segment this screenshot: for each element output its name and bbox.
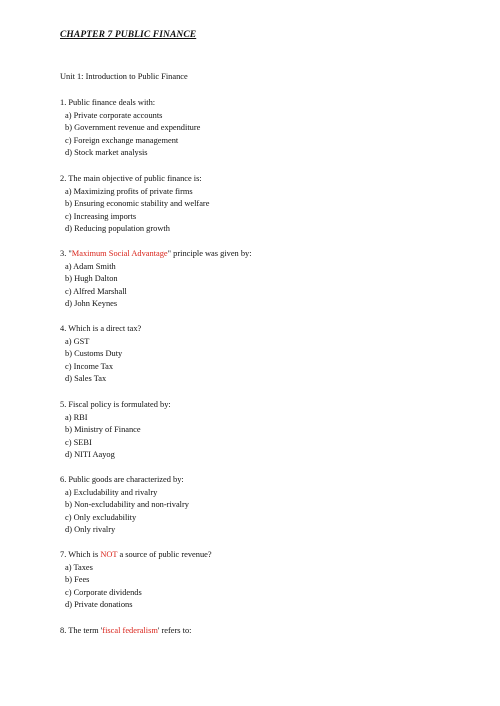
option-c: c) Increasing imports bbox=[65, 211, 137, 221]
option-c: c) SEBI bbox=[65, 437, 92, 447]
question-text bbox=[60, 248, 252, 261]
question-6 bbox=[60, 474, 189, 537]
question-1 bbox=[60, 97, 200, 160]
highlighted-term: Maximum Social Advantage bbox=[71, 249, 168, 258]
question-text-after: a source of public revenue? bbox=[117, 550, 212, 559]
question-text-before: 7. Which is bbox=[60, 550, 101, 559]
option-a: a) Maximizing profits of private firms bbox=[65, 186, 193, 196]
question-8 bbox=[60, 625, 191, 638]
question-text-before: 4. Which is a direct tax? bbox=[60, 324, 142, 333]
option-a: a) Taxes bbox=[65, 562, 93, 572]
option-c: c) Alfred Marshall bbox=[65, 286, 127, 296]
option-c: c) Only excludability bbox=[65, 512, 137, 522]
option-d: d) John Keynes bbox=[65, 299, 118, 309]
option-a: a) GST bbox=[65, 336, 90, 346]
question-text-before: 6. Public goods are characterized by: bbox=[60, 475, 184, 484]
question-text-before: 2. The main objective of public finance is: bbox=[60, 174, 202, 183]
question-text bbox=[60, 97, 200, 110]
option-b: b) Hugh Dalton bbox=[65, 274, 118, 284]
chapter-title: CHAPTER 7 PUBLIC FINANCE bbox=[60, 30, 197, 40]
option-c: c) Corporate dividends bbox=[65, 587, 142, 597]
option-a: a) RBI bbox=[65, 412, 88, 422]
question-text-before: 3. " bbox=[60, 249, 72, 258]
option-c: c) Income Tax bbox=[65, 361, 114, 371]
option-d: d) NITI Aayog bbox=[65, 450, 115, 460]
option-b: b) Government revenue and expenditure bbox=[65, 123, 201, 133]
option-b: b) Fees bbox=[65, 575, 90, 585]
question-text bbox=[60, 323, 141, 336]
question-5 bbox=[60, 399, 171, 462]
option-a: a) Private corporate accounts bbox=[65, 110, 163, 120]
option-b: b) Ensuring economic stability and welfare bbox=[65, 199, 210, 209]
question-text-before: 5. Fiscal policy is formulated by: bbox=[60, 400, 171, 409]
question-text bbox=[60, 474, 189, 487]
unit-heading: Unit 1: Introduction to Public Finance bbox=[60, 72, 188, 81]
option-c: c) Foreign exchange management bbox=[65, 135, 179, 145]
option-b: b) Customs Duty bbox=[65, 349, 123, 359]
option-b: b) Non-excludability and non-rivalry bbox=[65, 500, 189, 510]
option-d: d) Sales Tax bbox=[65, 374, 107, 384]
option-a: a) Adam Smith bbox=[65, 261, 116, 271]
option-d: d) Reducing population growth bbox=[65, 224, 170, 234]
question-text bbox=[60, 173, 209, 186]
question-2 bbox=[60, 173, 209, 236]
question-text-after: " principle was given by: bbox=[167, 249, 252, 258]
option-d: d) Only rivalry bbox=[65, 525, 116, 535]
question-text bbox=[60, 625, 191, 638]
question-text-after: ' refers to: bbox=[157, 626, 192, 635]
question-3 bbox=[60, 248, 252, 311]
option-a: a) Excludability and rivalry bbox=[65, 487, 158, 497]
option-d: d) Private donations bbox=[65, 600, 133, 610]
highlighted-term: fiscal federalism bbox=[102, 626, 158, 635]
question-4 bbox=[60, 323, 141, 386]
question-text bbox=[60, 399, 171, 412]
question-text-before: 1. Public finance deals with: bbox=[60, 98, 156, 107]
highlighted-term: NOT bbox=[100, 550, 118, 559]
question-text-before: 8. The term ' bbox=[60, 626, 103, 635]
question-text bbox=[60, 549, 212, 562]
option-d: d) Stock market analysis bbox=[65, 148, 148, 158]
option-b: b) Ministry of Finance bbox=[65, 425, 141, 435]
question-7 bbox=[60, 549, 212, 612]
